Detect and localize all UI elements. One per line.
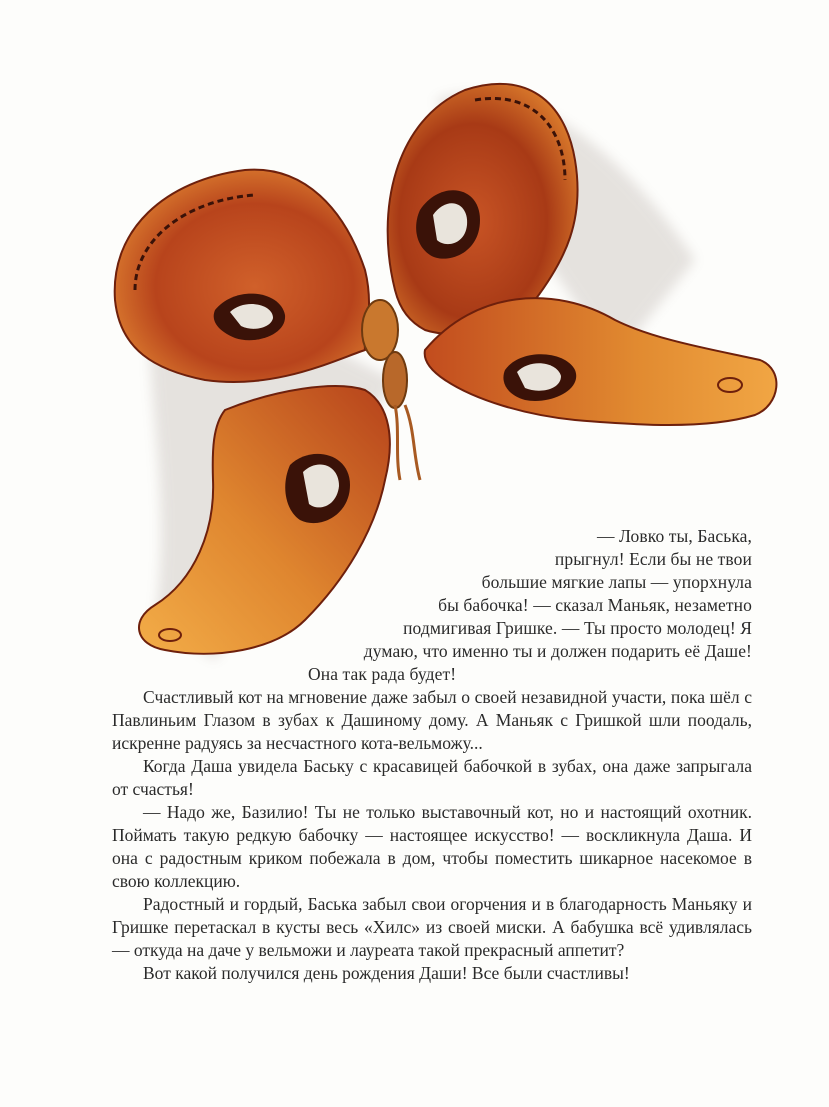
text-line: бы бабочка! — сказал Маньяк, незаметно xyxy=(438,595,752,615)
paragraph: — Надо же, Базилио! Ты не только выставочный кот, но и настоящий охотник. Поймать такую редкую бабочку — настоящее искусство! — воскликнула Даша. И она с радостным криком побежала в дом, чтобы поместить шикарное насекомое в свою коллекцию. xyxy=(112,802,752,891)
wrap-around-text xyxy=(112,525,752,686)
text-line: подмигивая Гришке. — Ты просто молодец! Я xyxy=(403,618,752,638)
paragraph: Радостный и гордый, Баська забыл свои огорчения и в благодарность Маньяку и Гришке перетаскал в кусты весь «Хилс» из своей миски. А бабушка всё удивлялась — откуда на даче у вельможи и лауреата такой прекрасный аппетит? xyxy=(112,894,752,960)
text-line: думаю, что именно ты и должен подарить её Даше! xyxy=(363,641,752,661)
upper-left-wing xyxy=(115,170,369,382)
story-text xyxy=(112,525,752,985)
paragraph: Вот какой получился день рождения Даши! Все были счастливы! xyxy=(143,963,630,983)
text-line: Она так рада будет! xyxy=(308,664,457,684)
text-line: — Ловко ты, Баська, xyxy=(596,526,752,546)
paragraph: Когда Даша увидела Баську с красавицей бабочкой в зубах, она даже запрыгала от счастья! xyxy=(112,756,752,799)
paragraph: Счастливый кот на мгновение даже забыл о своей незавидной участи, пока шёл с Павлиньим Глазом в зубах к Дашиному дому. А Маньяк с Гришкой шли поодаль, искренне радуясь за несчастного кота-вельможу... xyxy=(112,687,752,753)
upper-right-wing xyxy=(388,84,578,334)
text-line: большие мягкие лапы — упорхнула xyxy=(481,572,752,592)
text-line: прыгнул! Если бы не твои xyxy=(554,549,752,569)
right-hind-wing xyxy=(425,298,777,425)
